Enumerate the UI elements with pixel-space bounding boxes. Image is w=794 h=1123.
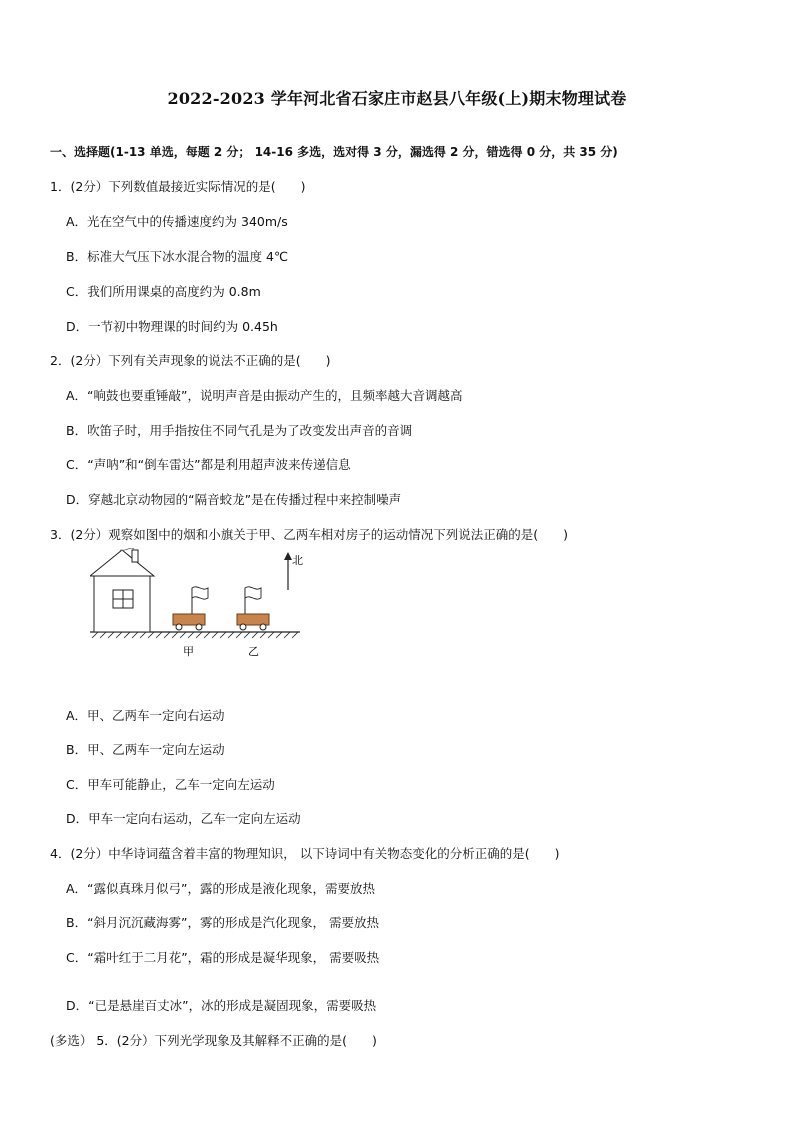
question-1-option-a: A．光在空气中的传播速度约为 340m/s (66, 214, 288, 229)
question-3-option-a: A．甲、乙两车一定向右运动 (66, 708, 225, 723)
question-3-option-d: D．甲车一定向右运动，乙车一定向左运动 (66, 811, 301, 826)
question-4-option-d: D．“已是悬崖百丈冰”，冰的形成是凝固现象，需要吸热 (66, 998, 377, 1013)
question-2-stem: 2．(2分）下列有关声现象的说法不正确的是( ) (50, 353, 331, 368)
question-3-stem: 3．(2分）观察如图中的烟和小旗关于甲、乙两车相对房子的运动情况下列说法正确的是( ) (50, 527, 569, 542)
north-arrow-icon (284, 552, 292, 590)
north-label: 北 (292, 554, 303, 567)
question-4-option-c: C．“霜叶红于二月花”，霜的形成是凝华现象， 需要吸热 (66, 950, 380, 965)
car-yi-drawing (237, 587, 269, 630)
question-2-option-b: B．吹笛子时，用手指按住不同气孔是为了改变发出声音的音调 (66, 423, 413, 438)
house-drawing (90, 548, 154, 632)
question-1-option-d: D．一节初中物理课的时间约为 0.45h (66, 319, 278, 334)
question-3-option-b: B．甲、乙两车一定向左运动 (66, 742, 225, 757)
question-4-stem: 4．(2分）中华诗词蕴含着丰富的物理知识， 以下诗词中有关物态变化的分析正确的是( ) (50, 846, 560, 861)
question-3-option-c: C．甲车可能静止，乙车一定向左运动 (66, 777, 275, 792)
section-heading: 一、选择题(1-13 单选，每题 2 分； 14-16 多选，选对得 3 分，漏选得 2 分，错选得 0 分，共 35 分) (50, 145, 618, 159)
car-jia-drawing (173, 587, 208, 630)
question-1-option-b: B．标准大气压下冰水混合物的温度 4℃ (66, 249, 289, 264)
question-5-stem: (多选） 5．(2分）下列光学现象及其解释不正确的是( ) (50, 1033, 377, 1048)
question-2-option-a: A．“响鼓也要重锤敲”，说明声音是由振动产生的，且频率越大音调越高 (66, 388, 463, 403)
question-2-option-d: D．穿越北京动物园的“隔音蛟龙”是在传播过程中来控制噪声 (66, 492, 402, 507)
question-4-option-a: A．“露似真珠月似弓”，露的形成是液化现象，需要放热 (66, 881, 376, 896)
question-2-option-c: C．“声呐”和“倒车雷达”都是利用超声波来传递信息 (66, 457, 351, 472)
question-4-option-b: B．“斜月沉沉藏海雾”，雾的形成是汽化现象， 需要放热 (66, 915, 380, 930)
question-1-option-c: C．我们所用课桌的高度约为 0.8m (66, 284, 261, 299)
exam-title: 2022-2023 学年河北省石家庄市赵县八年级(上)期末物理试卷 (167, 89, 627, 108)
car-jia-label: 甲 (183, 645, 194, 658)
car-yi-label: 乙 (248, 645, 259, 658)
question-1-stem: 1．(2分）下列数值最接近实际情况的是( ) (50, 179, 306, 194)
question-3-figure (90, 548, 310, 660)
